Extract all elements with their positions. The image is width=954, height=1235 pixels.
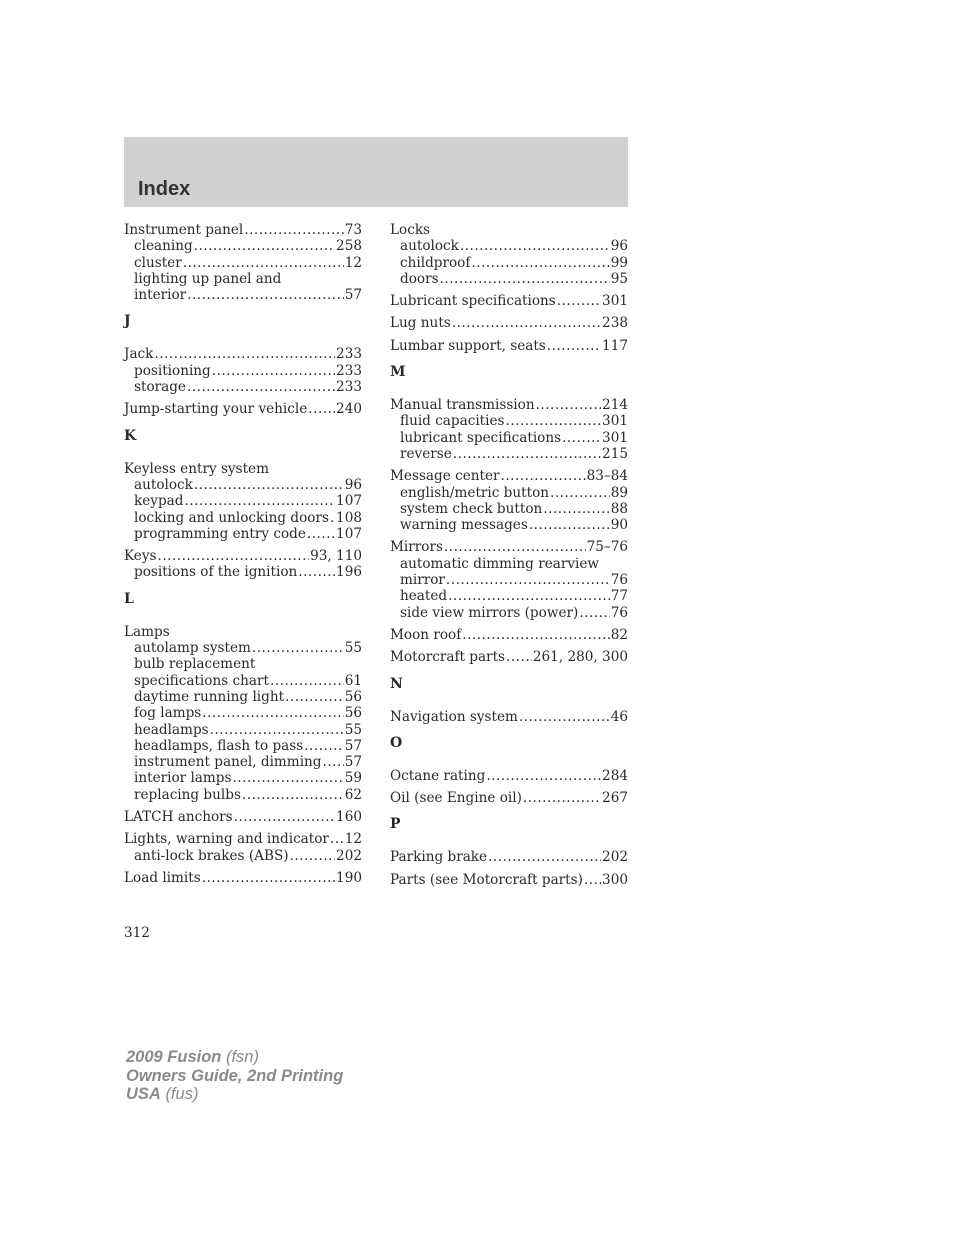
index-subentry (390, 446, 628, 462)
leader-dots (304, 738, 343, 754)
index-term (390, 627, 628, 643)
page-number: 312 (124, 925, 150, 941)
index-subentry (390, 238, 628, 254)
entry-text: headlamps, flash to pass (134, 737, 304, 754)
entry-page: 75–76 (586, 539, 628, 556)
index-subentry (124, 770, 362, 786)
leader-dots (242, 787, 344, 803)
leader-dots (298, 564, 335, 580)
index-letter-heading: P (390, 816, 401, 833)
leader-dots (536, 397, 601, 413)
index-term (390, 709, 628, 725)
entry-page: 95 (610, 270, 628, 287)
index-entry (124, 346, 362, 395)
leader-dots (462, 627, 609, 643)
entry-page: 82 (610, 626, 628, 643)
leader-dots (557, 293, 601, 309)
footer-market-code: (fus) (165, 1085, 199, 1103)
index-entry (390, 790, 628, 806)
leader-dots (488, 849, 601, 865)
entry-page: 88 (610, 500, 628, 517)
index-term (124, 548, 362, 564)
leader-dots (471, 255, 609, 271)
entry-text: Keys (124, 548, 157, 565)
leader-dots (210, 722, 344, 738)
index-term (390, 338, 628, 354)
leader-dots (187, 379, 335, 395)
leader-dots (232, 770, 343, 786)
entry-text: specifications chart (134, 672, 269, 689)
index-entry (390, 315, 628, 331)
entry-text: replacing bulbs (134, 786, 241, 803)
index-term (124, 831, 362, 847)
leader-dots (440, 271, 610, 287)
index-term (390, 222, 628, 238)
index-term (124, 346, 362, 362)
leader-dots (486, 768, 601, 784)
entry-page: 190 (336, 869, 362, 886)
entry-text: Lubricant specifications (390, 293, 556, 310)
entry-page: 12 (344, 831, 362, 848)
index-subentry (390, 556, 628, 572)
entry-text: autolock (134, 476, 193, 493)
leader-dots (460, 238, 610, 254)
index-subentry (124, 705, 362, 721)
index-column-left (124, 222, 362, 892)
entry-text: automatic dimming rearview (400, 555, 600, 572)
index-subentry (124, 287, 362, 303)
leader-dots (584, 872, 601, 888)
index-subentry (124, 255, 362, 271)
index-subentry (124, 787, 362, 803)
entry-text: reverse (400, 445, 452, 462)
entry-page: 301 (602, 429, 628, 446)
entry-text: storage (134, 379, 186, 396)
entry-page: 12 (344, 254, 362, 271)
entry-text: mirror (400, 572, 445, 589)
leader-dots (212, 363, 335, 379)
footer-line-3 (126, 1085, 343, 1104)
index-subentry (124, 848, 362, 864)
entry-text: Load limits (124, 869, 201, 886)
index-subentry (124, 656, 362, 672)
entry-text: cleaning (134, 238, 193, 255)
entry-page: 55 (344, 721, 362, 738)
index-entry (390, 649, 628, 665)
index-entry (124, 809, 362, 825)
entry-text: Jack (124, 346, 154, 363)
footer-model: 2009 Fusion (126, 1048, 222, 1066)
leader-dots (154, 346, 335, 362)
entry-text: Locks (390, 222, 431, 238)
entry-page: 233 (336, 379, 362, 396)
index-entry (124, 548, 362, 581)
index-term (390, 872, 628, 888)
leader-dots (330, 510, 335, 526)
entry-page: 99 (610, 254, 628, 271)
entry-text: LATCH anchors (124, 809, 233, 826)
entry-text: Lug nuts (390, 315, 451, 332)
leader-dots (183, 255, 344, 271)
leader-dots (506, 649, 532, 665)
entry-page: 57 (344, 287, 362, 304)
index-term (390, 539, 628, 555)
leader-dots (453, 446, 601, 462)
entry-text: Manual transmission (390, 397, 535, 414)
entry-page: 233 (336, 346, 362, 363)
index-subentry (124, 510, 362, 526)
entry-text: instrument panel, dimming (134, 754, 322, 771)
entry-page: 301 (602, 293, 628, 310)
entry-text: positions of the ignition (134, 564, 298, 581)
entry-page: 56 (344, 705, 362, 722)
entry-page: 258 (336, 238, 362, 255)
entry-page: 61 (344, 672, 362, 689)
index-subentry (124, 689, 362, 705)
index-subentry (390, 572, 628, 588)
leader-dots (550, 485, 610, 501)
index-entry (390, 539, 628, 620)
entry-text: bulb replacement (134, 656, 256, 673)
entry-text: Parking brake (390, 849, 488, 866)
entry-page: 89 (610, 484, 628, 501)
entry-page: 215 (602, 445, 628, 462)
entry-page: 107 (336, 493, 362, 510)
entry-text: autolock (400, 238, 459, 255)
index-term (124, 222, 362, 238)
entry-text: interior lamps (134, 770, 232, 787)
index-entry (390, 849, 628, 865)
entry-page: 202 (602, 849, 628, 866)
leader-dots (158, 548, 310, 564)
entry-text: fluid capacities (400, 413, 505, 430)
leader-dots (523, 790, 601, 806)
index-entry (390, 293, 628, 309)
index-term (390, 790, 628, 806)
index-term (390, 293, 628, 309)
footer-model-code: (fsn) (225, 1048, 259, 1066)
entry-text: childproof (400, 254, 471, 271)
entry-page: 96 (344, 476, 362, 493)
entry-text: daytime running light (134, 688, 285, 705)
index-term (390, 468, 628, 484)
index-term (124, 624, 362, 640)
index-subentry (124, 379, 362, 395)
index-subentry (124, 673, 362, 689)
index-entry (390, 222, 628, 287)
index-subentry (124, 526, 362, 542)
index-subentry (124, 754, 362, 770)
entry-text: warning messages (400, 517, 528, 534)
entry-page: 261, 280, 300 (532, 649, 628, 666)
entry-text: english/metric button (400, 484, 550, 501)
index-letter-heading: O (390, 734, 403, 751)
entry-text: interior (134, 287, 187, 304)
index-term (390, 315, 628, 331)
index-header-band (124, 137, 628, 207)
index-entry (124, 461, 362, 542)
leader-dots (543, 501, 609, 517)
entry-page: 107 (336, 525, 362, 542)
leader-dots (234, 809, 335, 825)
entry-text: cluster (134, 254, 182, 271)
leader-dots (446, 572, 610, 588)
index-entry (124, 222, 362, 303)
entry-text: headlamps (134, 721, 209, 738)
entry-text: autolamp system (134, 640, 251, 657)
entry-page: 93, 110 (310, 548, 362, 565)
leader-dots (270, 673, 344, 689)
entry-text: Octane rating (390, 767, 486, 784)
footer-line-2 (126, 1067, 343, 1086)
leader-dots (290, 848, 335, 864)
index-term (124, 809, 362, 825)
leader-dots (529, 517, 610, 533)
entry-text: Instrument panel (124, 222, 244, 238)
index-term (124, 461, 362, 477)
index-subentry (124, 238, 362, 254)
leader-dots (187, 287, 344, 303)
index-entry (390, 768, 628, 784)
entry-page: 238 (602, 315, 628, 332)
entry-page: 240 (336, 401, 362, 418)
entry-page: 117 (602, 337, 628, 354)
entry-page: 56 (344, 688, 362, 705)
index-subentry (124, 640, 362, 656)
entry-page: 57 (344, 754, 362, 771)
entry-text: positioning (134, 362, 211, 379)
leader-dots (244, 222, 343, 238)
index-entry (390, 338, 628, 354)
leader-dots (579, 605, 609, 621)
leader-dots (448, 588, 610, 604)
index-letter-heading: L (124, 590, 134, 607)
index-entry (124, 831, 362, 864)
leader-dots (519, 709, 610, 725)
entry-page: 76 (610, 572, 628, 589)
index-term (124, 870, 362, 886)
entry-text: anti-lock brakes (ABS) (134, 847, 289, 864)
index-entry (124, 624, 362, 803)
leader-dots (501, 468, 586, 484)
entry-text: side view mirrors (power) (400, 604, 579, 621)
entry-text: keypad (134, 493, 184, 510)
entry-text: system check button (400, 500, 543, 517)
index-subentry (390, 501, 628, 517)
index-subentry (124, 722, 362, 738)
leader-dots (194, 238, 335, 254)
leader-dots (444, 539, 586, 555)
document-footer (126, 1048, 343, 1104)
entry-page: 90 (610, 517, 628, 534)
entry-page: 284 (602, 767, 628, 784)
entry-page: 83–84 (586, 468, 628, 485)
index-entry (390, 627, 628, 643)
index-entry (124, 870, 362, 886)
index-letter-heading: N (390, 675, 403, 692)
index-subentry (124, 564, 362, 580)
entry-text: Jump-starting your vehicle (124, 401, 308, 418)
page-title: Index (138, 178, 191, 200)
index-subentry (390, 485, 628, 501)
entry-text: Parts (see Motorcraft parts) (390, 871, 583, 888)
index-subentry (124, 738, 362, 754)
entry-page: 196 (336, 564, 362, 581)
entry-page: 57 (344, 737, 362, 754)
entry-page: 55 (344, 640, 362, 657)
footer-guide-edition: Owners Guide, 2nd Printing (126, 1066, 344, 1085)
entry-page: 76 (610, 604, 628, 621)
entry-text: fog lamps (134, 705, 202, 722)
index-term (390, 768, 628, 784)
index-term (390, 849, 628, 865)
index-entry (390, 709, 628, 725)
leader-dots (202, 870, 335, 886)
leader-dots (202, 705, 343, 721)
index-term (390, 649, 628, 665)
leader-dots (285, 689, 344, 705)
entry-page: 73 (344, 222, 362, 238)
index-letter-heading: M (390, 364, 406, 381)
entry-page: 300 (602, 871, 628, 888)
entry-text: Keyless entry system (124, 460, 269, 477)
entry-page: 46 (610, 708, 628, 725)
leader-dots (547, 338, 601, 354)
index-entry (390, 468, 628, 533)
index-entry (124, 401, 362, 417)
index-letter-heading: K (124, 427, 137, 444)
index-column-right (390, 222, 628, 894)
index-subentry (390, 588, 628, 604)
index-subentry (390, 255, 628, 271)
entry-text: Lumbar support, seats (390, 337, 546, 354)
index-subentry (390, 430, 628, 446)
entry-page: 62 (344, 786, 362, 803)
entry-page: 202 (336, 847, 362, 864)
index-term (390, 397, 628, 413)
index-subentry (124, 493, 362, 509)
entry-text: Moon roof (390, 626, 462, 643)
leader-dots (184, 493, 335, 509)
leader-dots (330, 831, 344, 847)
entry-text: heated (400, 588, 448, 605)
leader-dots (323, 754, 344, 770)
leader-dots (452, 315, 601, 331)
leader-dots (307, 526, 335, 542)
index-subentry (390, 271, 628, 287)
index-entry (390, 397, 628, 462)
entry-page: 96 (610, 238, 628, 255)
entry-page: 267 (602, 790, 628, 807)
leader-dots (252, 640, 344, 656)
leader-dots (506, 413, 602, 429)
entry-page: 214 (602, 397, 628, 414)
leader-dots (194, 477, 344, 493)
index-subentry (390, 517, 628, 533)
entry-text: lubricant specifications (400, 429, 562, 446)
index-entry (390, 872, 628, 888)
entry-text: Lights, warning and indicator (124, 831, 329, 848)
entry-text: Navigation system (390, 708, 518, 725)
entry-text: lighting up panel and (134, 270, 282, 287)
entry-page: 108 (336, 509, 362, 526)
footer-line-1 (126, 1048, 343, 1067)
entry-page: 77 (610, 588, 628, 605)
entry-text: Lamps (124, 623, 170, 640)
entry-text: programming entry code (134, 525, 306, 542)
entry-text: doors (400, 270, 439, 287)
index-letter-heading: J (124, 313, 131, 330)
entry-text: locking and unlocking doors (134, 509, 329, 526)
footer-market: USA (126, 1085, 161, 1103)
entry-page: 160 (336, 809, 362, 826)
index-subentry (390, 605, 628, 621)
entry-text: Message center (390, 468, 500, 485)
index-subentry (390, 413, 628, 429)
index-term (124, 401, 362, 417)
entry-text: Mirrors (390, 539, 443, 556)
entry-page: 59 (344, 770, 362, 787)
entry-page: 301 (602, 413, 628, 430)
leader-dots (562, 430, 601, 446)
entry-text: Oil (see Engine oil) (390, 790, 522, 807)
leader-dots (308, 401, 335, 417)
index-subentry (124, 477, 362, 493)
entry-text: Motorcraft parts (390, 649, 506, 666)
index-subentry (124, 271, 362, 287)
index-subentry (124, 363, 362, 379)
entry-page: 233 (336, 362, 362, 379)
